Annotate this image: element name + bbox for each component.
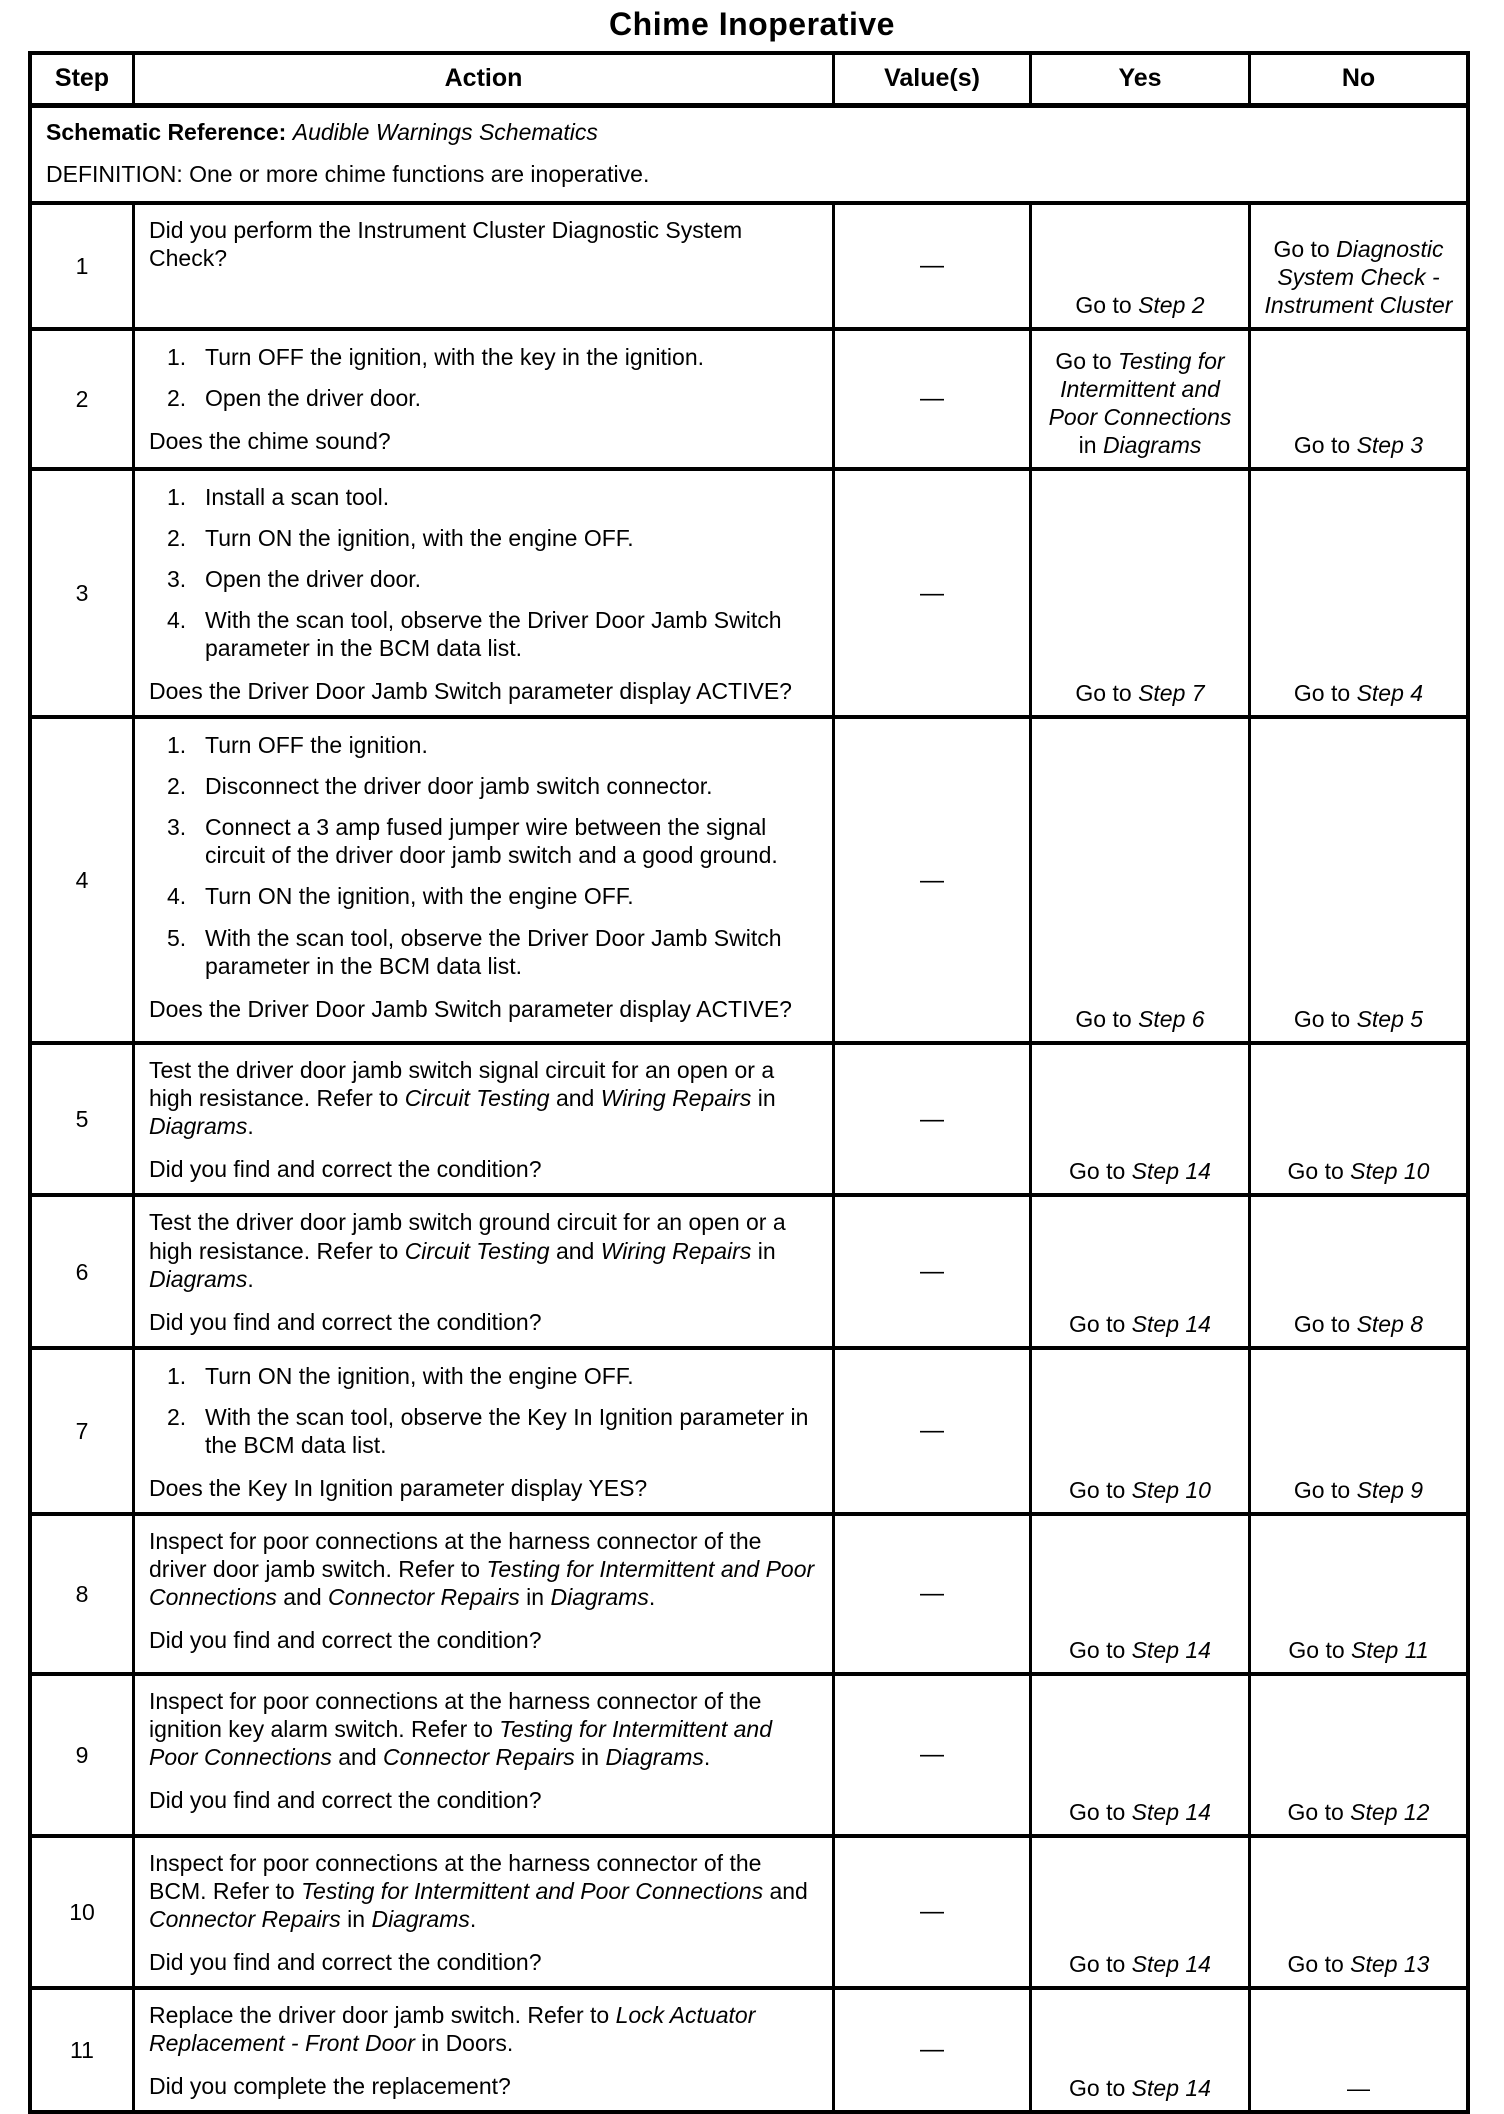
header-yes: Yes — [1029, 55, 1248, 103]
step-number: 2 — [75, 385, 89, 412]
no-text: Go to Step 13 — [1287, 1950, 1430, 1977]
yes-text: Go to Step 6 — [1075, 1006, 1205, 1033]
schematic-reference-value: Audible Warnings Schematics — [292, 118, 598, 145]
yes-cell — [1029, 1045, 1248, 1193]
value-cell: — — [832, 205, 1029, 327]
value-cell: — — [832, 719, 1029, 1041]
table-header-row — [32, 55, 1466, 103]
action-cell: Inspect for poor connections at the harness connector of the ignition key alarm switch. Refer to Testing for Intermittent and Poor Connections and Connector Repairs in Diagrams. Did you find and correct the condition? — [132, 1676, 832, 1834]
value-cell: — — [832, 1350, 1029, 1512]
step-number: 6 — [75, 1258, 89, 1285]
yes-cell — [1029, 331, 1248, 467]
action-cell: Test the driver door jamb switch ground circuit for an open or a high resistance. Refer to Circuit Testing and Wiring Repairs in Diagrams. Did you find and correct the condition? — [132, 1197, 832, 1345]
value-cell: — — [832, 1838, 1029, 1986]
no-text: Go to Step 8 — [1293, 1310, 1424, 1337]
table-row — [32, 201, 1466, 327]
yes-cell — [1029, 1516, 1248, 1672]
diagnostic-table — [28, 51, 1470, 2114]
action-cell: 1. Install a scan tool. 2. Turn ON the ignition, with the engine OFF. 3. Open the driver door. 4. With the scan tool, observe the Driver Door Jamb Switch parameter in the BCM data list. Does the Driver Door Jamb Switch parameter display ACTIVE? — [132, 471, 832, 715]
yes-cell — [1029, 471, 1248, 715]
step-number: 9 — [75, 1741, 89, 1768]
no-cell — [1248, 205, 1466, 327]
yes-cell — [1029, 719, 1248, 1041]
action-cell: 1. Turn ON the ignition, with the engine OFF. 2. With the scan tool, observe the Key In Ignition parameter in the BCM data list. Does the Key In Ignition parameter display YES? — [132, 1350, 832, 1512]
yes-cell — [1029, 1350, 1248, 1512]
value-cell: — — [832, 1516, 1029, 1672]
table-row — [32, 1834, 1466, 1986]
table-row — [32, 467, 1466, 715]
no-cell — [1248, 1990, 1466, 2110]
document-page — [0, 6, 1504, 2102]
table-row — [32, 1346, 1466, 1512]
value-cell: — — [832, 1197, 1029, 1345]
step-number: 5 — [75, 1106, 89, 1133]
step-number: 7 — [75, 1417, 89, 1444]
table-row — [32, 1512, 1466, 1672]
action-cell: 1. Turn OFF the ignition, with the key in the ignition. 2. Open the driver door. Does the chime sound? — [132, 331, 832, 467]
action-cell: Did you perform the Instrument Cluster Diagnostic System Check? — [132, 205, 832, 327]
action-cell: Replace the driver door jamb switch. Refer to Lock Actuator Replacement - Front Door in Doors. Did you complete the replacement? — [132, 1990, 832, 2110]
no-cell — [1248, 1045, 1466, 1193]
no-cell — [1248, 719, 1466, 1041]
step-number: 4 — [75, 867, 89, 894]
table-meta-row — [32, 103, 1466, 202]
value-cell: — — [832, 1676, 1029, 1834]
no-cell — [1248, 1350, 1466, 1512]
table-row — [32, 715, 1466, 1041]
table-row — [32, 1193, 1466, 1345]
action-cell: Inspect for poor connections at the harness connector of the BCM. Refer to Testing for Intermittent and Poor Connections and Connector Repairs in Diagrams. Did you find and correct the condition? — [132, 1838, 832, 1986]
no-text: Go to Step 10 — [1287, 1158, 1430, 1185]
value-cell: — — [832, 1045, 1029, 1193]
yes-text: Go to Testing for Intermittent and Poor Connections in Diagrams — [1048, 347, 1232, 458]
no-cell — [1248, 471, 1466, 715]
step-number: 1 — [75, 252, 89, 279]
header-step: Step — [54, 64, 110, 92]
yes-cell — [1029, 205, 1248, 327]
value-cell: — — [832, 471, 1029, 715]
page-title: Chime Inoperative — [609, 6, 895, 42]
yes-text: Go to Step 14 — [1069, 1310, 1211, 1337]
no-cell — [1248, 331, 1466, 467]
yes-cell — [1029, 1676, 1248, 1834]
header-values: Value(s) — [832, 55, 1029, 103]
step-number: 3 — [75, 580, 89, 607]
no-text: Go to Diagnostic System Check - Instrument Cluster — [1264, 235, 1453, 318]
action-cell: 1. Turn OFF the ignition. 2. Disconnect the driver door jamb switch connector. 3. Connect a 3 amp fused jumper wire between the signal circuit of the driver door jamb switch and a good ground. 4. Turn ON the ignition, with the engine OFF. 5. With the scan tool, observe the Driver Door Jamb Switch parameter in the BCM data list. Does the Driver Door Jamb Switch parameter display ACTIVE? — [132, 719, 832, 1041]
no-cell — [1248, 1197, 1466, 1345]
yes-text: Go to Step 14 — [1069, 1950, 1211, 1977]
schematic-reference-label: Schematic Reference: — [46, 118, 287, 145]
no-text: Go to Step 4 — [1293, 680, 1424, 707]
yes-cell — [1029, 1838, 1248, 1986]
table-row — [32, 1041, 1466, 1193]
yes-cell — [1029, 1197, 1248, 1345]
header-action: Action — [132, 55, 832, 103]
schematic-reference-line — [46, 118, 1452, 147]
yes-text: Go to Step 2 — [1075, 291, 1205, 318]
no-text: Go to Step 12 — [1287, 1798, 1430, 1825]
step-number: 8 — [75, 1580, 89, 1607]
yes-text: Go to Step 14 — [1069, 1798, 1211, 1825]
yes-text: Go to Step 10 — [1069, 1476, 1211, 1503]
no-text: Go to Step 9 — [1293, 1476, 1424, 1503]
table-row — [32, 1986, 1466, 2110]
no-cell — [1248, 1838, 1466, 1986]
no-text: Go to Step 3 — [1293, 431, 1424, 458]
yes-cell — [1029, 1990, 1248, 2110]
action-cell: Test the driver door jamb switch signal circuit for an open or a high resistance. Refer to Circuit Testing and Wiring Repairs in Diagrams. Did you find and correct the condition? — [132, 1045, 832, 1193]
no-cell — [1248, 1516, 1466, 1672]
step-number: 11 — [70, 2037, 94, 2064]
no-cell — [1248, 1676, 1466, 1834]
value-cell: — — [832, 331, 1029, 467]
step-number: 10 — [69, 1898, 95, 1925]
action-cell: Inspect for poor connections at the harness connector of the driver door jamb switch. Refer to Testing for Intermittent and Poor Connections and Connector Repairs in Diagrams. Did you find and correct the condition? — [132, 1516, 832, 1672]
no-text: Go to Step 5 — [1293, 1006, 1424, 1033]
no-text: — — [1347, 2075, 1370, 2102]
yes-text: Go to Step 14 — [1069, 1636, 1211, 1663]
table-row — [32, 327, 1466, 467]
yes-text: Go to Step 14 — [1069, 1158, 1211, 1185]
table-body — [32, 201, 1466, 2110]
table-row — [32, 1672, 1466, 1834]
definition-line: DEFINITION: One or more chime functions are inoperative. — [46, 161, 650, 188]
no-text: Go to Step 11 — [1288, 1636, 1429, 1663]
yes-text: Go to Step 7 — [1075, 680, 1205, 707]
header-no: No — [1248, 55, 1466, 103]
yes-text: Go to Step 14 — [1069, 2075, 1211, 2102]
value-cell: — — [832, 1990, 1029, 2110]
